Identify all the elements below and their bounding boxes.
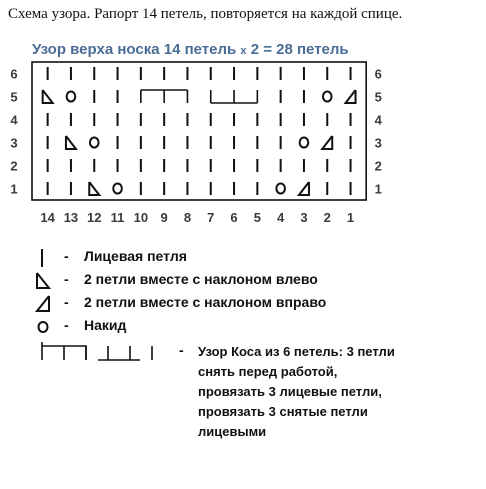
- legend-label-knit: Лицевая петля: [84, 248, 187, 264]
- k2tog-left: [89, 182, 99, 195]
- legend-label-cable: Узор Коса из 6 петель: 3 петли снять перед работой, провязать 3 лицевые петли, провязать 3 снятые петли лицевыми: [198, 344, 395, 439]
- legend-label-k2tog-right: 2 петли вместе с наклоном вправо: [84, 294, 327, 310]
- column-number: 6: [230, 210, 238, 225]
- column-number: 8: [183, 210, 192, 225]
- row-number-right: 4: [374, 112, 382, 128]
- column-number: 14: [40, 210, 55, 225]
- row-number-left: 1: [10, 181, 18, 197]
- column-number: 2: [323, 210, 331, 225]
- yarn-over: [113, 184, 122, 194]
- yarn-over-icon: [34, 317, 58, 337]
- legend-dash: -: [64, 294, 69, 310]
- intro-text: Схема узора. Рапорт 14 петель, повторяется на каждой спице.: [8, 6, 403, 22]
- row-number-right: 5: [374, 89, 382, 105]
- column-number: 1: [346, 210, 355, 225]
- k2tog-right: [299, 182, 309, 195]
- row-number-left: 4: [10, 112, 18, 128]
- k2tog-left: [66, 136, 76, 149]
- column-number: 10: [133, 210, 149, 225]
- knitting-chart: [0, 55, 486, 285]
- legend-dash: -: [64, 317, 69, 333]
- legend-label-k2tog-left: 2 петли вместе с наклоном влево: [84, 271, 318, 287]
- yarn-over: [90, 138, 99, 148]
- yarn-over: [300, 138, 309, 148]
- row-number-right: 6: [374, 66, 382, 82]
- row-number-right: 3: [374, 135, 382, 151]
- cable-stitch-icon: [34, 340, 170, 362]
- column-number: 4: [277, 210, 285, 225]
- row-number-right: 1: [374, 181, 382, 197]
- row-number-left: 3: [10, 135, 18, 151]
- k2tog-right: [322, 136, 332, 149]
- column-number: 3: [300, 210, 308, 225]
- legend-dash: -: [64, 248, 69, 264]
- column-number: 11: [110, 210, 125, 225]
- k2tog-left: [43, 90, 53, 103]
- column-number: 7: [207, 210, 215, 225]
- row-number-left: 2: [10, 158, 18, 174]
- legend-dash: -: [64, 271, 69, 287]
- row-number-right: 2: [374, 158, 382, 174]
- chart-title-times: x: [240, 45, 247, 57]
- yarn-over: [67, 92, 76, 102]
- column-number: 12: [87, 210, 102, 225]
- column-number: 9: [160, 210, 168, 225]
- yarn-over: [323, 92, 332, 102]
- chart-title-tail: 2 = 28 петель: [250, 41, 349, 58]
- k2tog-right-icon: [34, 294, 58, 314]
- column-number: 13: [63, 210, 79, 225]
- legend-label-yo: Накид: [84, 317, 127, 333]
- yarn-over: [276, 184, 285, 194]
- knit-stitch-icon: [34, 248, 58, 268]
- k2tog-right: [346, 90, 356, 103]
- legend-dash: -: [179, 342, 184, 358]
- chart-title-main: Узор верха носка 14 петель: [32, 41, 237, 58]
- cable-stitch: [141, 90, 258, 103]
- row-number-left: 5: [10, 89, 18, 105]
- column-number: 5: [253, 210, 261, 225]
- chart-frame: [32, 62, 366, 200]
- k2tog-left-icon: [34, 271, 58, 291]
- row-number-left: 6: [10, 66, 18, 82]
- legend-item-cable: [34, 336, 474, 466]
